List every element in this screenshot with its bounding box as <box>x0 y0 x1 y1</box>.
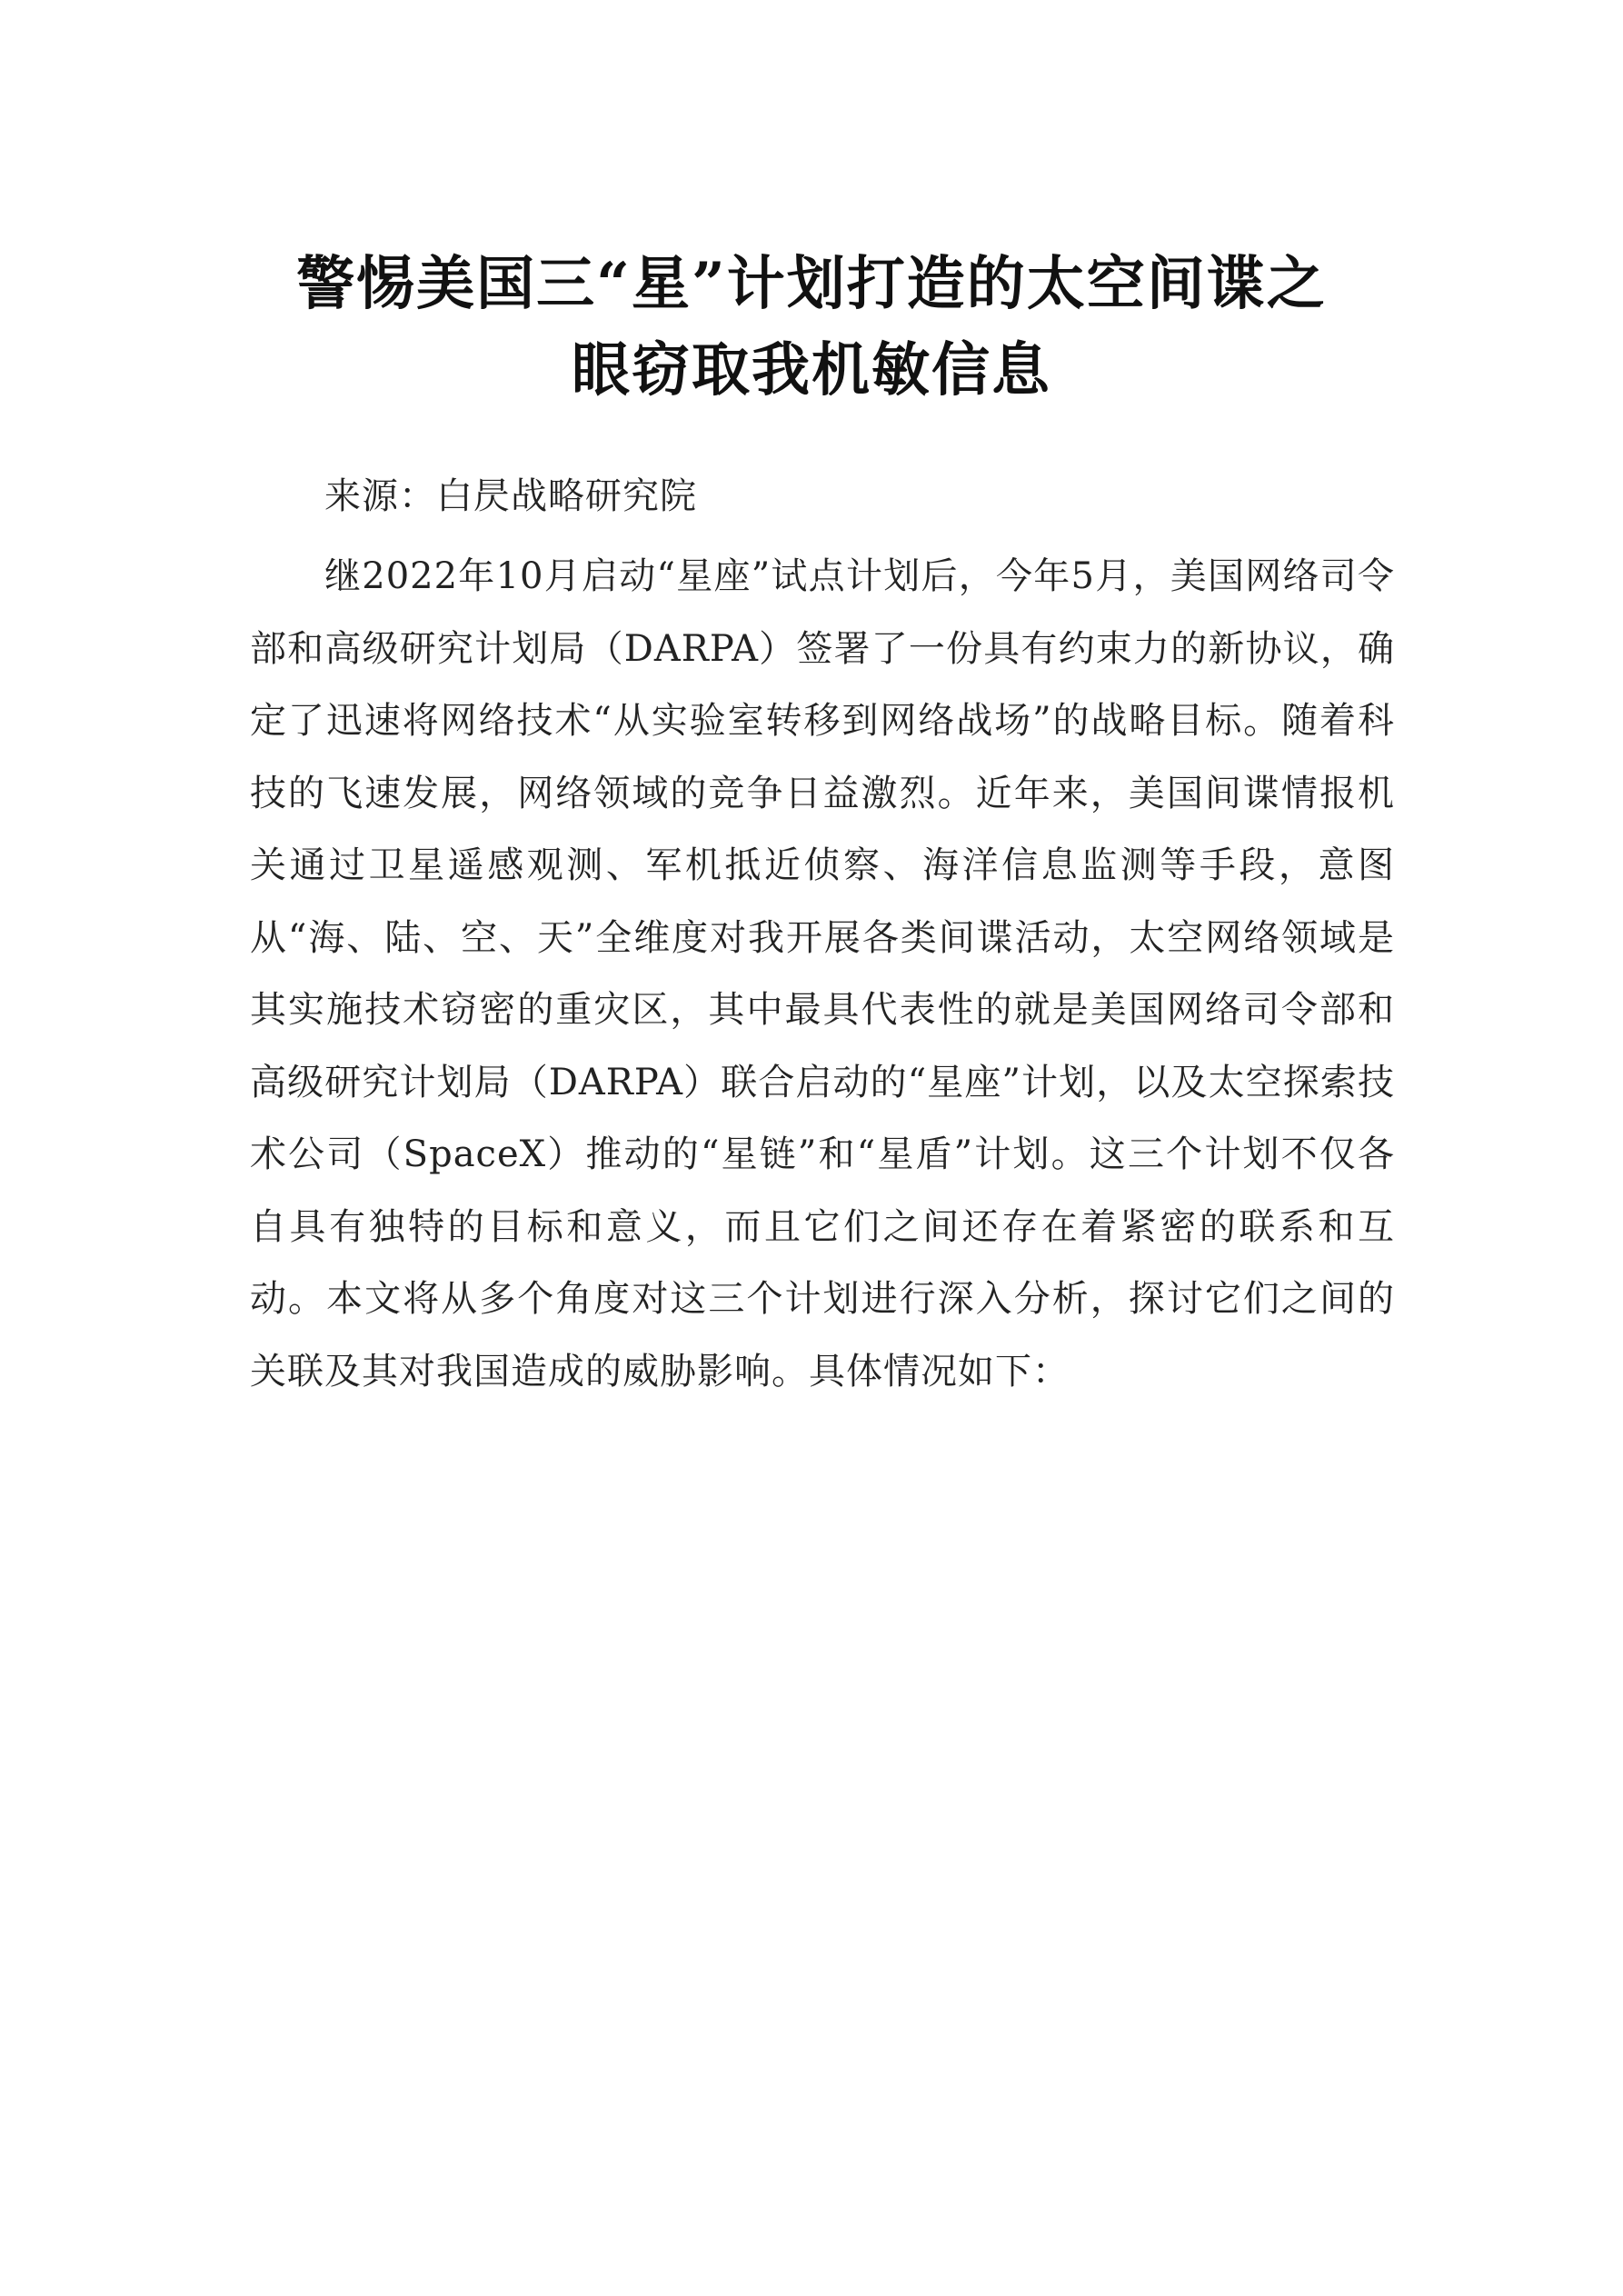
title-line-2: 眼窃取我机敏信息 <box>572 335 1051 404</box>
document-body <box>250 468 1395 1408</box>
source-line: 来源：白昃战略研究院 <box>324 475 697 517</box>
title-line-1: 警惕美国三“星”计划打造的太空间谍之 <box>296 249 1327 318</box>
document-title <box>0 241 1623 414</box>
body-paragraph: 继2022年10月启动“星座”试点计划后，今年5月，美国网络司令部和高级研究计划局（DARPA）签署了一份具有约束力的新协议，确定了迅速将网络技术“从实验室转移到网络战场”的战略目标。随着科技的飞速发展，网络领域的竞争日益激烈。近年来，美国间谍情报机关通过卫星遥感观测、军机抵近侦察、海洋信息监测等手段，意图从“海、陆、空、天”全维度对我开展各类间谍活动，太空网络领域是其实施技术窃密的重灾区，其中最具代表性的就是美国网络司令部和高级研究计划局（DARPA）联合启动的“星座”计划，以及太空探索技术公司（SpaceX）推动的“星链”和“星盾”计划。这三个计划不仅各自具有独特的目标和意义，而且它们之间还存在着紧密的联系和互动。本文将从多个角度对这三个计划进行深入分析，探讨它们之间的关联及其对我国造成的威胁影响。具体情况如下： <box>250 555 1395 1393</box>
